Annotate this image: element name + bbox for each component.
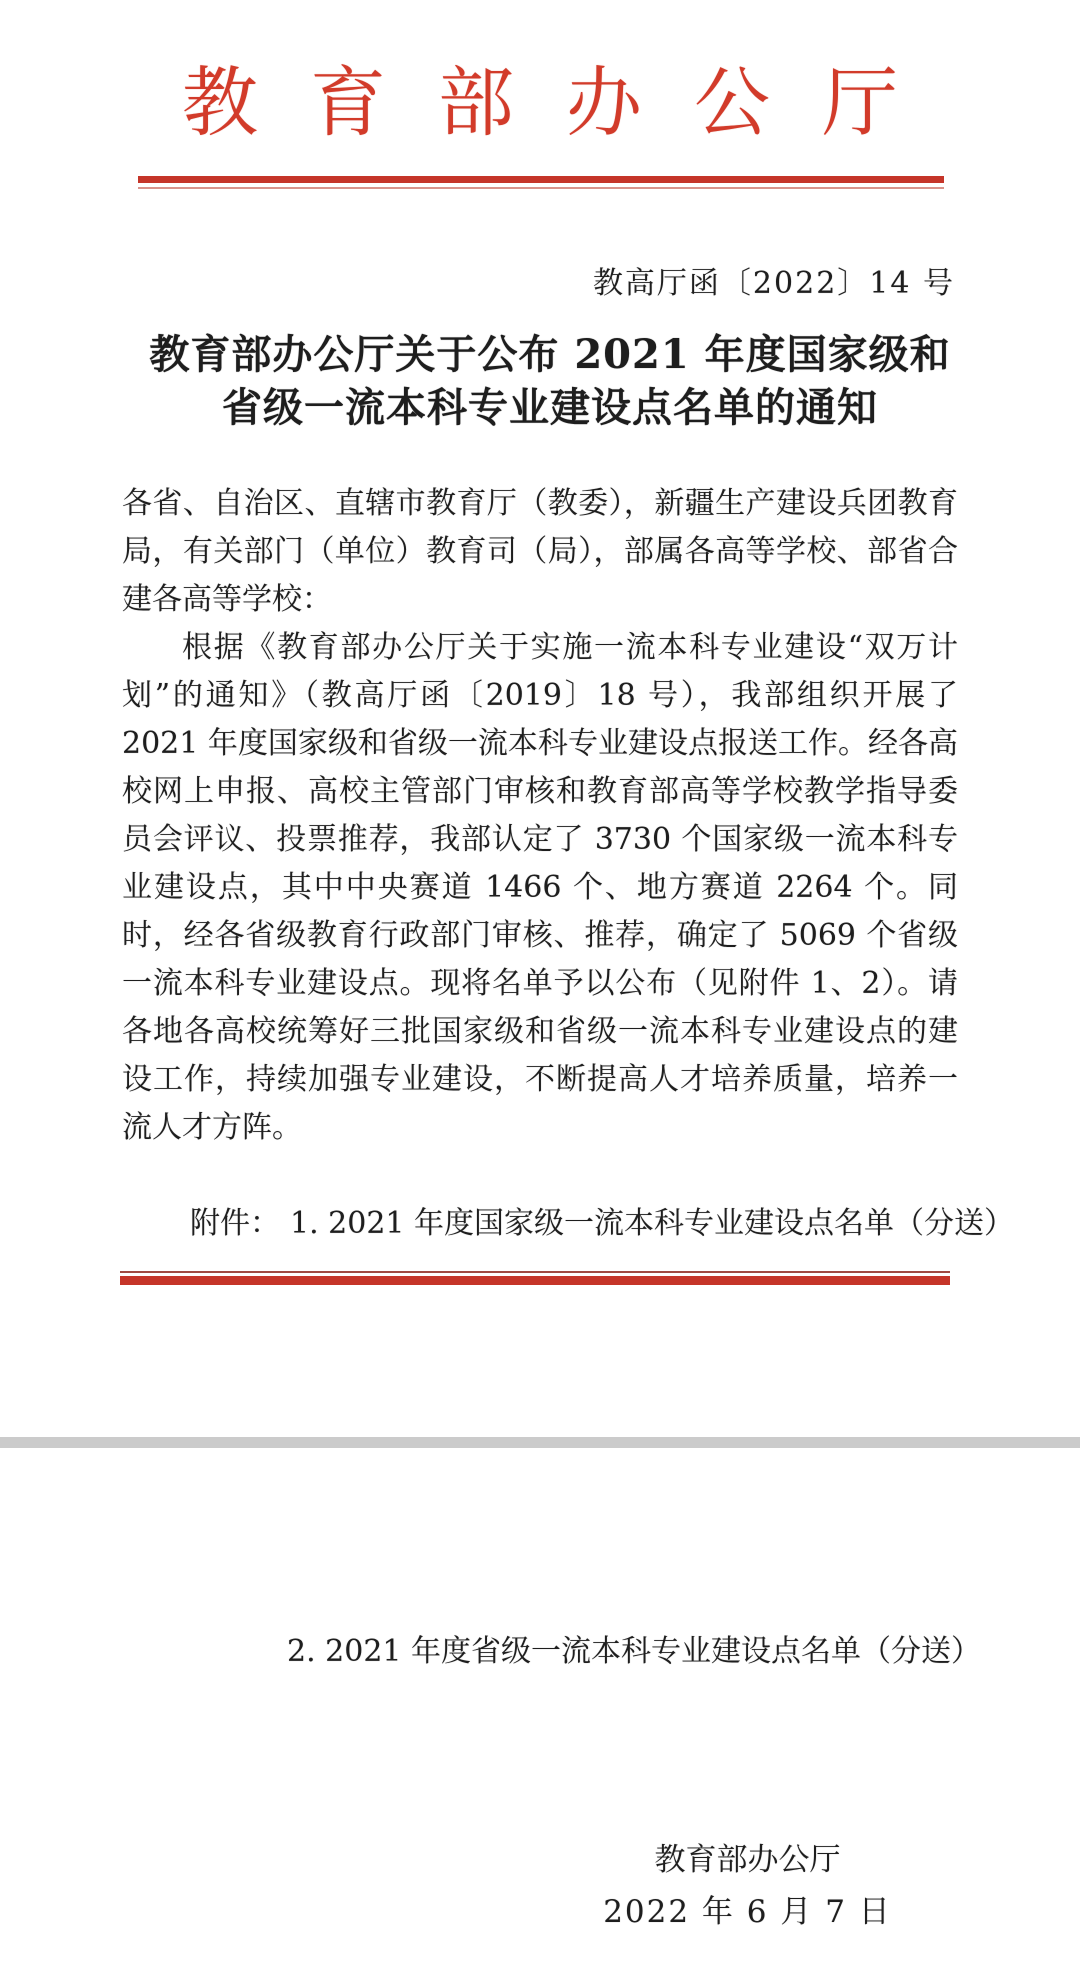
notice-title — [60, 328, 1040, 434]
document-reference-number: 教高厅函〔2022〕14 号 — [592, 266, 955, 301]
notice-body — [122, 480, 958, 1152]
masthead-divider — [138, 176, 944, 189]
signing-agency: 教育部办公厅 — [654, 1842, 841, 1878]
attachment-line-1 — [190, 1198, 1014, 1242]
attachment-label: 附件： — [190, 1206, 280, 1241]
page-bottom-divider-thin-line — [120, 1271, 950, 1273]
notice-title-line-1: 教育部办公厅关于公布 2021 年度国家级和 — [149, 331, 951, 378]
page-break-separator — [0, 1437, 1080, 1448]
attachment-item-2: 2. 2021 年度省级一流本科专业建设点名单（分送） — [287, 1634, 982, 1669]
main-body-paragraph: 根据《教育部办公厅关于实施一流本科专业建设“双万计划”的通知》（教高厅函〔2019〕18 号），我部组织开展了 2021 年度国家级和省级一流本科专业建设点报送工作。经各高校网上申报、高校主管部门审核和教育部高等学校教学指导委员会评议、投票推荐，我部认定了 3730 个国家级一流本科专业建设点，其中中央赛道 1466 个、地方赛道 2264 个。同时，经各省级教育行政部门审核、推荐，确定了 5069 个省级一流本科专业建设点。现将名单予以公布（见附件 1、2）。请各地各高校统筹好三批国家级和省级一流本科专业建设点的建设工作，持续加强专业建设，不断提高人才培养质量，培养一流人才方阵。 — [122, 630, 958, 1145]
agency-masthead: 教育部办公厅 — [182, 58, 950, 147]
notice-title-line-2: 省级一流本科专业建设点名单的通知 — [222, 384, 878, 431]
attachment-item-1: 1. 2021 年度国家级一流本科专业建设点名单（分送） — [290, 1206, 1015, 1241]
page-bottom-divider — [120, 1271, 950, 1285]
recipients-paragraph: 各省、自治区、直辖市教育厅（教委），新疆生产建设兵团教育局，有关部门（单位）教育司（局），部属各高等学校、部省合建各高等学校： — [122, 486, 958, 617]
issue-date: 2022 年 6 月 7 日 — [603, 1894, 892, 1930]
masthead-divider-thick-line — [138, 176, 944, 183]
masthead-divider-thin-line — [138, 187, 944, 189]
page-bottom-divider-thick-line — [120, 1276, 950, 1285]
